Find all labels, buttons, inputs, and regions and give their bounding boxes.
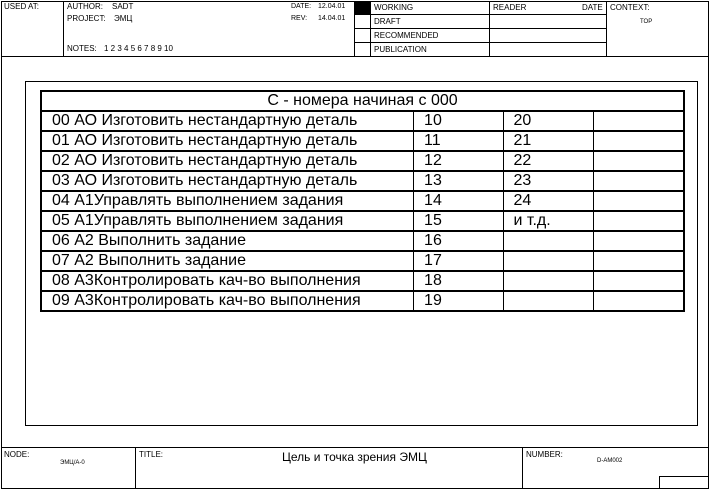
table-title: С - номера начиная с 000 — [41, 91, 684, 111]
rev-label: REV: — [291, 15, 308, 22]
number-cell: 13 — [414, 171, 503, 191]
working-status-marker — [355, 1, 370, 14]
used-at-label: USED AT: — [4, 2, 39, 11]
status-recommended: RECOMMENDED — [374, 31, 439, 40]
author-value: SADT — [112, 2, 134, 11]
table-row — [41, 191, 684, 211]
notes-value: 1 2 3 4 5 6 7 8 9 10 — [104, 44, 173, 53]
number-cell: 12 — [414, 151, 503, 171]
table-row — [41, 251, 684, 271]
function-code-cell: 09 А3Контролировать кач-во выполнения — [41, 291, 414, 311]
project-value: ЭМЦ — [114, 14, 133, 23]
header-divider — [354, 42, 606, 43]
header-divider — [606, 1, 607, 57]
status-working: WORKING — [374, 3, 414, 12]
title-label: TITLE: — [139, 450, 164, 459]
number-cell — [594, 211, 684, 231]
rev-value: 14.04.01 — [318, 15, 346, 22]
diagram-title: Цель и точка зрения ЭМЦ — [282, 450, 427, 464]
notes-label: NOTES: — [67, 44, 97, 53]
number-cell: 19 — [414, 291, 503, 311]
status-draft: DRAFT — [374, 17, 401, 26]
author-label: AUTHOR: — [67, 2, 103, 11]
number-cell — [594, 171, 684, 191]
number-value: D-AM002 — [597, 458, 623, 464]
number-cell: 24 — [503, 191, 594, 211]
header-divider — [354, 14, 606, 15]
number-cell — [594, 191, 684, 211]
reader-label: READER — [493, 3, 527, 12]
reader-date-label: DATE — [582, 3, 603, 12]
status-publication: PUBLICATION — [374, 45, 427, 54]
number-cell: 11 — [414, 131, 503, 151]
date-value: 12.04.01 — [318, 3, 346, 10]
number-cell: 21 — [503, 131, 594, 151]
number-cell — [503, 271, 594, 291]
header-divider — [354, 28, 606, 29]
numbering-table — [40, 90, 685, 312]
number-cell: 15 — [414, 211, 503, 231]
number-cell — [594, 271, 684, 291]
number-cell — [594, 131, 684, 151]
number-cell: 14 — [414, 191, 503, 211]
header-divider — [489, 1, 490, 57]
header-divider — [370, 1, 371, 57]
context-value: TOP — [640, 19, 653, 25]
table-row — [41, 271, 684, 291]
function-code-cell: 04 А1Управлять выполнением задания — [41, 191, 414, 211]
context-label: CONTEXT: — [610, 3, 650, 12]
function-code-cell: 05 А1Управлять выполнением задания — [41, 211, 414, 231]
number-cell: 20 — [503, 111, 594, 131]
node-value: ЭМЦ/А-0 — [60, 460, 85, 466]
function-code-cell: 01 АО Изготовить нестандартную деталь — [41, 131, 414, 151]
header-divider — [63, 1, 64, 57]
number-cell — [594, 251, 684, 271]
table-row — [41, 291, 684, 311]
table-row — [41, 111, 684, 131]
number-cell: 22 — [503, 151, 594, 171]
number-cell — [503, 231, 594, 251]
node-label: NODE: — [4, 450, 30, 459]
number-cell: и т.д. — [503, 211, 594, 231]
table-row — [41, 171, 684, 191]
number-cell: 16 — [414, 231, 503, 251]
function-code-cell: 06 А2 Выполнить задание — [41, 231, 414, 251]
function-code-cell: 07 А2 Выполнить задание — [41, 251, 414, 271]
number-cell — [503, 291, 594, 311]
number-cell — [594, 231, 684, 251]
number-label: NUMBER: — [526, 450, 563, 459]
number-cell — [594, 151, 684, 171]
function-code-cell: 00 АО Изготовить нестандартную деталь — [41, 111, 414, 131]
date-label: DATE: — [291, 3, 312, 10]
table-row — [41, 151, 684, 171]
number-cell: 17 — [414, 251, 503, 271]
project-label: PROJECT: — [67, 14, 106, 23]
page-number-box — [659, 476, 709, 489]
number-cell — [594, 291, 684, 311]
function-code-cell: 03 АО Изготовить нестандартную деталь — [41, 171, 414, 191]
number-cell: 10 — [414, 111, 503, 131]
number-cell: 18 — [414, 271, 503, 291]
table-row — [41, 231, 684, 251]
table-row — [41, 131, 684, 151]
function-code-cell: 08 А3Контролировать кач-во выполнения — [41, 271, 414, 291]
function-code-cell: 02 АО Изготовить нестандартную деталь — [41, 151, 414, 171]
table-title-row — [41, 91, 684, 111]
number-cell — [503, 251, 594, 271]
number-cell — [594, 111, 684, 131]
table-row — [41, 211, 684, 231]
footer-divider — [522, 447, 523, 489]
number-cell: 23 — [503, 171, 594, 191]
footer-divider — [135, 447, 136, 489]
